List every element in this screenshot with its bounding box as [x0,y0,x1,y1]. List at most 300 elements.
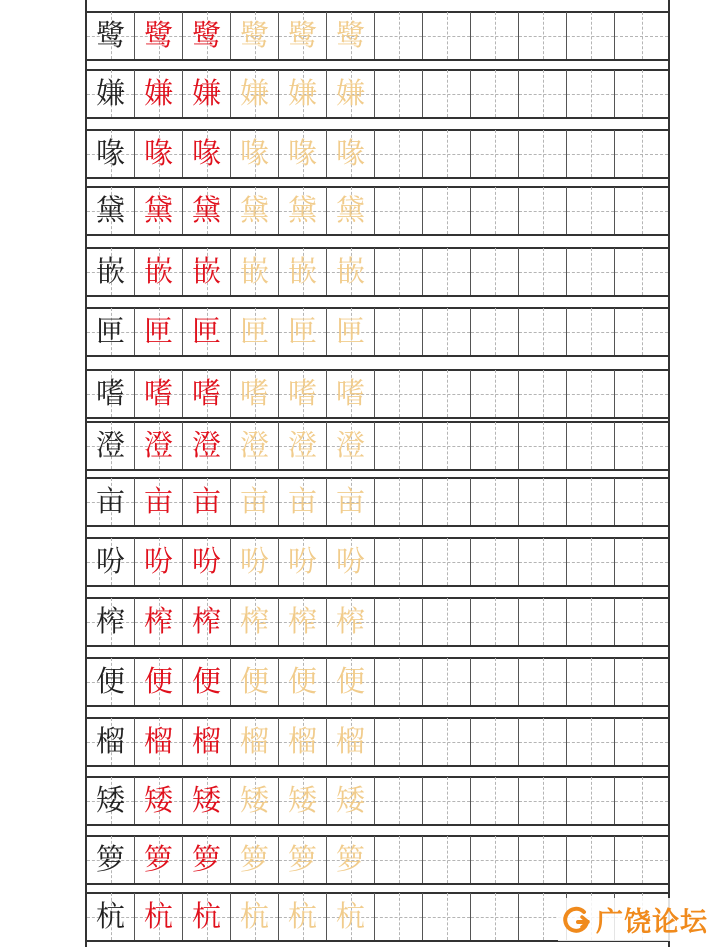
character-red: 亩 [143,483,173,518]
cell-guide-vertical [495,248,496,295]
grid-cell-trace [279,12,327,59]
cell-guide-horizontal [615,332,668,333]
grid-cell-empty [471,422,519,469]
grid-cell-trace [279,893,327,940]
practice-row [87,12,668,59]
grid-cell-trace [327,538,375,585]
grid-cell-empty [615,308,668,355]
character-trace: 榴 [335,723,365,758]
practice-sheet [85,0,670,947]
character-trace: 嗜 [335,375,365,410]
grid-cell-empty [423,478,471,525]
grid-cell-empty [519,777,567,824]
cell-guide-horizontal [519,562,566,563]
grid-cell-trace [231,478,279,525]
practice-row [87,422,668,469]
grid-cell-empty [519,658,567,705]
cell-guide-vertical [399,248,400,295]
grid-cell-empty [567,777,615,824]
grid-cell-red [135,718,183,765]
cell-guide-horizontal [423,502,470,503]
grid-cell-empty [615,422,668,469]
character-trace: 矮 [287,782,317,817]
character-trace: 杭 [287,898,317,933]
grid-cell-empty [423,538,471,585]
character-black: 匣 [95,313,125,348]
cell-guide-horizontal [471,502,518,503]
grid-cell-empty [615,777,668,824]
cell-guide-horizontal [567,860,614,861]
grid-cell-red [183,248,231,295]
grid-cell-trace [231,248,279,295]
grid-cell-trace [327,70,375,117]
grid-cell-red [135,422,183,469]
character-trace: 匣 [287,313,317,348]
grid-cell-empty [375,12,423,59]
grid-cell-trace [327,370,375,417]
cell-guide-vertical [495,893,496,940]
cell-guide-horizontal [615,502,668,503]
grid-cell-empty [375,658,423,705]
cell-guide-horizontal [615,682,668,683]
grid-cell-red [135,187,183,234]
cell-guide-horizontal [471,332,518,333]
character-red: 嫌 [191,75,221,110]
grid-cell-empty [471,658,519,705]
grid-cell-empty [471,718,519,765]
grid-cell-empty [567,130,615,177]
grid-cell-black [87,130,135,177]
grid-cell-empty [471,308,519,355]
grid-cell-trace [279,308,327,355]
cell-guide-horizontal [567,94,614,95]
grid-cell-empty [615,598,668,645]
character-trace: 榨 [287,603,317,638]
character-trace: 匣 [335,313,365,348]
cell-guide-vertical [495,538,496,585]
character-trace: 便 [287,663,317,698]
cell-guide-horizontal [519,801,566,802]
character-trace: 嵌 [239,253,269,288]
cell-guide-horizontal [519,682,566,683]
cell-guide-vertical [447,478,448,525]
cell-guide-horizontal [519,211,566,212]
cell-guide-horizontal [519,742,566,743]
row-bottom-rule [87,234,668,236]
grid-cell-empty [519,538,567,585]
grid-cell-empty [615,70,668,117]
grid-cell-trace [231,598,279,645]
grid-cell-red [183,893,231,940]
cell-guide-horizontal [375,562,422,563]
cell-guide-vertical [543,777,544,824]
cell-guide-vertical [447,422,448,469]
character-trace: 嗜 [287,375,317,410]
practice-row [87,248,668,295]
grid-cell-red [183,130,231,177]
character-trace: 嵌 [287,253,317,288]
grid-cell-trace [231,718,279,765]
grid-cell-red [183,478,231,525]
grid-cell-trace [231,538,279,585]
character-black: 澄 [95,427,125,462]
grid-cell-empty [375,836,423,883]
grid-cell-empty [423,248,471,295]
cell-guide-vertical [495,187,496,234]
grid-cell-empty [375,718,423,765]
grid-cell-empty [615,538,668,585]
cell-guide-vertical [642,308,643,355]
grid-cell-trace [327,422,375,469]
cell-guide-horizontal [375,94,422,95]
cell-guide-horizontal [375,394,422,395]
grid-cell-trace [327,658,375,705]
cell-guide-vertical [543,12,544,59]
character-trace: 黛 [287,192,317,227]
cell-guide-horizontal [423,154,470,155]
character-trace: 澄 [239,427,269,462]
grid-cell-trace [327,718,375,765]
cell-guide-horizontal [471,36,518,37]
grid-cell-trace [279,718,327,765]
character-trace: 嫌 [287,75,317,110]
cell-guide-horizontal [471,622,518,623]
cell-guide-horizontal [375,211,422,212]
cell-guide-vertical [447,538,448,585]
cell-guide-horizontal [567,622,614,623]
cell-guide-horizontal [519,272,566,273]
grid-cell-empty [519,598,567,645]
grid-cell-black [87,248,135,295]
cell-guide-vertical [495,70,496,117]
cell-guide-horizontal [615,562,668,563]
grid-cell-empty [375,422,423,469]
site-watermark [558,898,712,941]
cell-guide-vertical [591,658,592,705]
character-trace: 箩 [239,841,269,876]
grid-cell-red [135,777,183,824]
grid-cell-empty [615,836,668,883]
grid-cell-trace [327,12,375,59]
grid-cell-empty [423,893,471,940]
cell-guide-vertical [591,836,592,883]
grid-cell-empty [471,598,519,645]
character-red: 嵌 [191,253,221,288]
grid-cell-empty [567,598,615,645]
watermark-logo-icon [562,905,592,935]
cell-guide-vertical [591,187,592,234]
character-black: 便 [95,663,125,698]
character-trace: 榨 [239,603,269,638]
cell-guide-vertical [447,658,448,705]
character-trace: 嵌 [335,253,365,288]
grid-cell-red [135,308,183,355]
grid-cell-empty [615,187,668,234]
grid-cell-empty [423,308,471,355]
cell-guide-horizontal [375,742,422,743]
cell-guide-horizontal [615,36,668,37]
character-trace: 嗜 [239,375,269,410]
grid-cell-trace [231,12,279,59]
cell-guide-horizontal [519,622,566,623]
grid-cell-empty [615,12,668,59]
grid-cell-empty [375,478,423,525]
cell-guide-horizontal [615,860,668,861]
character-red: 榴 [191,723,221,758]
grid-cell-empty [567,70,615,117]
cell-guide-horizontal [375,622,422,623]
character-red: 嫌 [143,75,173,110]
cell-guide-vertical [495,718,496,765]
cell-guide-vertical [447,598,448,645]
character-red: 嗜 [143,375,173,410]
grid-cell-empty [471,370,519,417]
grid-cell-empty [423,836,471,883]
character-black: 杭 [95,898,125,933]
grid-cell-empty [423,777,471,824]
cell-guide-vertical [642,422,643,469]
cell-guide-vertical [399,70,400,117]
cell-guide-vertical [495,308,496,355]
grid-cell-empty [423,598,471,645]
cell-guide-horizontal [471,860,518,861]
cell-guide-horizontal [375,36,422,37]
cell-guide-vertical [399,478,400,525]
practice-row [87,718,668,765]
grid-cell-red [183,422,231,469]
grid-cell-black [87,70,135,117]
grid-cell-red [135,248,183,295]
cell-guide-vertical [399,538,400,585]
character-trace: 亩 [287,483,317,518]
grid-cell-empty [471,777,519,824]
practice-row [87,777,668,824]
cell-guide-vertical [543,70,544,117]
character-red: 便 [143,663,173,698]
cell-guide-vertical [591,130,592,177]
grid-cell-empty [567,422,615,469]
grid-cell-empty [423,370,471,417]
grid-cell-empty [519,370,567,417]
character-black: 榨 [95,603,125,638]
cell-guide-vertical [642,187,643,234]
grid-cell-red [135,658,183,705]
cell-guide-vertical [543,130,544,177]
cell-guide-horizontal [471,394,518,395]
row-bottom-rule [87,59,668,61]
cell-guide-horizontal [423,446,470,447]
character-red: 喙 [143,135,173,170]
cell-guide-horizontal [519,154,566,155]
cell-guide-vertical [495,598,496,645]
character-trace: 亩 [239,483,269,518]
character-trace: 箩 [287,841,317,876]
character-trace: 澄 [335,427,365,462]
grid-cell-black [87,12,135,59]
cell-guide-horizontal [423,94,470,95]
grid-cell-empty [375,598,423,645]
grid-cell-black [87,658,135,705]
cell-guide-vertical [399,12,400,59]
character-trace: 亩 [335,483,365,518]
grid-cell-empty [519,70,567,117]
character-red: 澄 [143,427,173,462]
cell-guide-horizontal [567,562,614,563]
grid-cell-empty [519,187,567,234]
grid-cell-red [183,187,231,234]
grid-cell-trace [279,836,327,883]
grid-cell-red [183,308,231,355]
cell-guide-vertical [447,12,448,59]
character-black: 箩 [95,841,125,876]
cell-guide-vertical [591,248,592,295]
cell-guide-horizontal [567,36,614,37]
grid-cell-black [87,478,135,525]
character-trace: 吩 [287,543,317,578]
cell-guide-vertical [399,777,400,824]
grid-cell-empty [471,187,519,234]
cell-guide-horizontal [567,211,614,212]
grid-cell-empty [519,478,567,525]
grid-cell-red [183,70,231,117]
grid-cell-trace [279,422,327,469]
row-bottom-rule [87,705,668,707]
cell-guide-horizontal [471,562,518,563]
character-red: 黛 [143,192,173,227]
cell-guide-horizontal [519,446,566,447]
cell-guide-horizontal [375,801,422,802]
character-red: 鹭 [191,17,221,52]
grid-cell-empty [471,130,519,177]
grid-cell-trace [231,777,279,824]
grid-cell-red [135,70,183,117]
grid-cell-empty [567,836,615,883]
cell-guide-horizontal [567,682,614,683]
cell-guide-horizontal [423,801,470,802]
character-black: 喙 [95,135,125,170]
cell-guide-vertical [591,777,592,824]
character-trace: 喙 [335,135,365,170]
grid-cell-red [183,370,231,417]
cell-guide-vertical [543,248,544,295]
cell-guide-horizontal [519,394,566,395]
cell-guide-vertical [543,893,544,940]
cell-guide-vertical [447,893,448,940]
grid-cell-trace [279,598,327,645]
character-red: 矮 [143,782,173,817]
grid-cell-red [183,538,231,585]
cell-guide-vertical [495,422,496,469]
grid-cell-black [87,836,135,883]
character-red: 嵌 [143,253,173,288]
character-black: 亩 [95,483,125,518]
grid-cell-black [87,893,135,940]
cell-guide-horizontal [375,332,422,333]
character-red: 黛 [191,192,221,227]
cell-guide-vertical [591,12,592,59]
character-trace: 箩 [335,841,365,876]
character-black: 鹭 [95,17,125,52]
cell-guide-horizontal [423,860,470,861]
character-red: 箩 [143,841,173,876]
grid-cell-empty [471,248,519,295]
cell-guide-horizontal [423,682,470,683]
grid-cell-black [87,777,135,824]
grid-cell-black [87,308,135,355]
cell-guide-vertical [642,130,643,177]
practice-row [87,478,668,525]
cell-guide-vertical [399,893,400,940]
cell-guide-vertical [591,308,592,355]
grid-cell-empty [471,836,519,883]
grid-cell-empty [615,130,668,177]
grid-cell-red [135,478,183,525]
character-black: 黛 [95,192,125,227]
row-bottom-rule [87,824,668,826]
cell-guide-horizontal [375,917,422,918]
practice-row [87,538,668,585]
character-red: 澄 [191,427,221,462]
character-trace: 吩 [239,543,269,578]
cell-guide-horizontal [471,272,518,273]
cell-guide-vertical [642,598,643,645]
grid-cell-empty [375,130,423,177]
grid-cell-empty [615,478,668,525]
cell-guide-horizontal [423,211,470,212]
grid-cell-trace [279,777,327,824]
row-bottom-rule [87,355,668,357]
character-red: 箩 [191,841,221,876]
grid-cell-empty [471,893,519,940]
character-trace: 杭 [239,898,269,933]
row-bottom-rule [87,295,668,297]
cell-guide-horizontal [423,332,470,333]
grid-cell-empty [423,12,471,59]
cell-guide-vertical [642,370,643,417]
character-trace: 杭 [335,898,365,933]
grid-cell-red [135,893,183,940]
grid-cell-red [135,598,183,645]
cell-guide-horizontal [471,211,518,212]
character-trace: 喙 [287,135,317,170]
cell-guide-horizontal [567,742,614,743]
cell-guide-vertical [642,12,643,59]
cell-guide-vertical [447,718,448,765]
grid-cell-red [183,777,231,824]
character-trace: 喙 [239,135,269,170]
practice-row [87,836,668,883]
cell-guide-vertical [495,12,496,59]
grid-cell-empty [423,130,471,177]
cell-guide-horizontal [375,682,422,683]
cell-guide-vertical [495,658,496,705]
cell-guide-horizontal [615,446,668,447]
grid-cell-black [87,598,135,645]
cell-guide-vertical [495,777,496,824]
grid-cell-red [135,130,183,177]
cell-guide-vertical [447,130,448,177]
cell-guide-horizontal [615,94,668,95]
character-trace: 榴 [287,723,317,758]
grid-cell-empty [615,248,668,295]
grid-cell-empty [471,478,519,525]
character-black: 嵌 [95,253,125,288]
grid-cell-trace [327,187,375,234]
grid-cell-red [183,598,231,645]
grid-cell-red [135,370,183,417]
grid-cell-trace [231,370,279,417]
grid-cell-empty [567,370,615,417]
